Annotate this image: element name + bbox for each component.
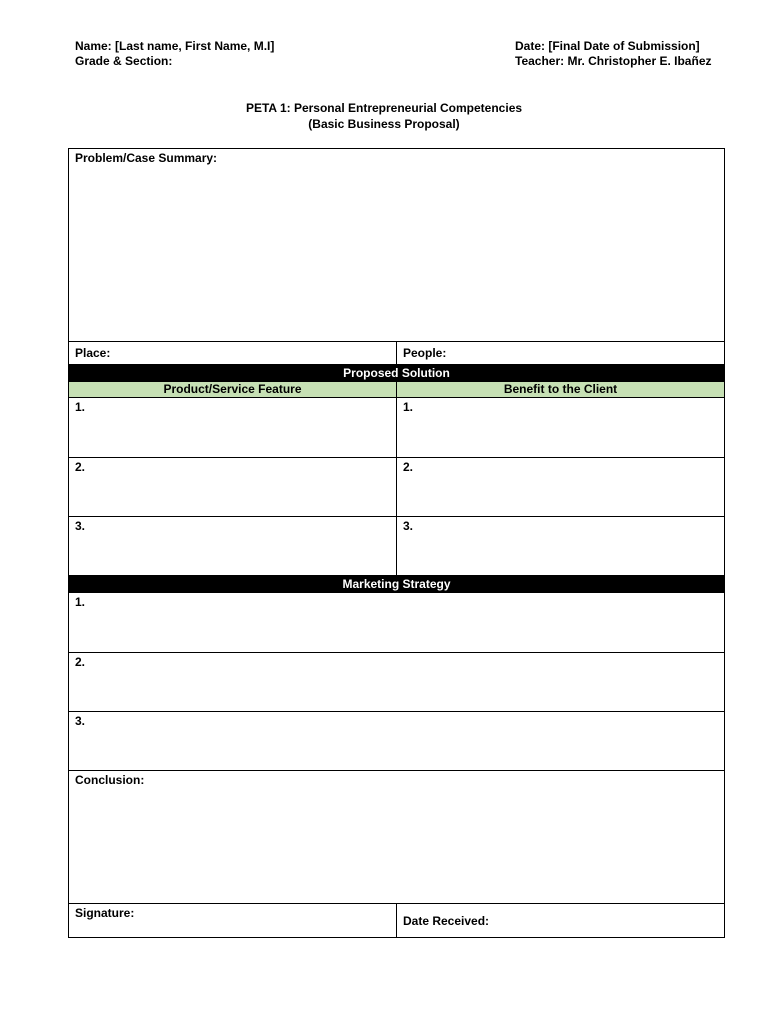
feature-row — [69, 458, 725, 517]
benefit-number: 1. — [403, 400, 414, 414]
feature-number: 3. — [75, 519, 86, 533]
feature-cell[interactable] — [69, 517, 397, 576]
benefit-number: 2. — [403, 460, 414, 474]
date-received-label: Date Received: — [403, 913, 490, 928]
date-received-cell[interactable] — [397, 904, 725, 938]
feature-number: 1. — [75, 400, 86, 414]
marketing-number: 1. — [75, 595, 86, 609]
marketing-cell[interactable] — [69, 712, 725, 771]
marketing-strategy-row — [69, 576, 725, 593]
benefit-cell[interactable] — [397, 458, 725, 517]
conclusion-cell[interactable] — [69, 771, 725, 904]
header-right — [515, 39, 712, 69]
marketing-cell[interactable] — [69, 593, 725, 653]
marketing-strategy-heading: Marketing Strategy — [69, 576, 725, 593]
marketing-row — [69, 593, 725, 653]
conclusion-row — [69, 771, 725, 904]
feature-column-header: Product/Service Feature — [69, 382, 397, 398]
date-label: Date: [Final Date of Submission] — [515, 39, 700, 53]
title-line-1: PETA 1: Personal Entrepreneurial Competencies — [245, 101, 523, 115]
feature-row — [69, 398, 725, 458]
conclusion-label: Conclusion: — [75, 773, 145, 787]
benefit-number: 3. — [403, 519, 414, 533]
feature-number: 2. — [75, 460, 86, 474]
signature-label: Signature: — [75, 906, 135, 920]
title-line-2: (Basic Business Proposal) — [308, 117, 460, 131]
place-label: Place: — [75, 346, 111, 360]
signature-cell[interactable] — [69, 904, 397, 938]
proposed-solution-heading: Proposed Solution — [69, 365, 725, 382]
document-title — [0, 100, 768, 132]
benefit-column-header: Benefit to the Client — [397, 382, 725, 398]
marketing-row — [69, 712, 725, 771]
people-label: People: — [403, 346, 447, 360]
feature-benefit-header-row — [69, 382, 725, 398]
place-cell[interactable] — [69, 342, 397, 365]
marketing-row — [69, 653, 725, 712]
problem-summary-label: Problem/Case Summary: — [75, 151, 218, 165]
place-people-row — [69, 342, 725, 365]
grade-section-label: Grade & Section: — [75, 54, 173, 68]
problem-summary-cell[interactable] — [69, 149, 725, 342]
name-field-label: Name: [Last name, First Name, M.I] — [75, 39, 275, 53]
feature-cell[interactable] — [69, 458, 397, 517]
teacher-label: Teacher: Mr. Christopher E. Ibañez — [515, 54, 712, 68]
feature-row — [69, 517, 725, 576]
marketing-number: 3. — [75, 714, 86, 728]
signature-row — [69, 904, 725, 938]
problem-row — [69, 149, 725, 342]
marketing-cell[interactable] — [69, 653, 725, 712]
marketing-number: 2. — [75, 655, 86, 669]
proposed-solution-row — [69, 365, 725, 382]
benefit-cell[interactable] — [397, 398, 725, 458]
proposal-form-table — [68, 148, 725, 938]
feature-cell[interactable] — [69, 398, 397, 458]
benefit-cell[interactable] — [397, 517, 725, 576]
header-left — [75, 39, 274, 69]
people-cell[interactable] — [397, 342, 725, 365]
